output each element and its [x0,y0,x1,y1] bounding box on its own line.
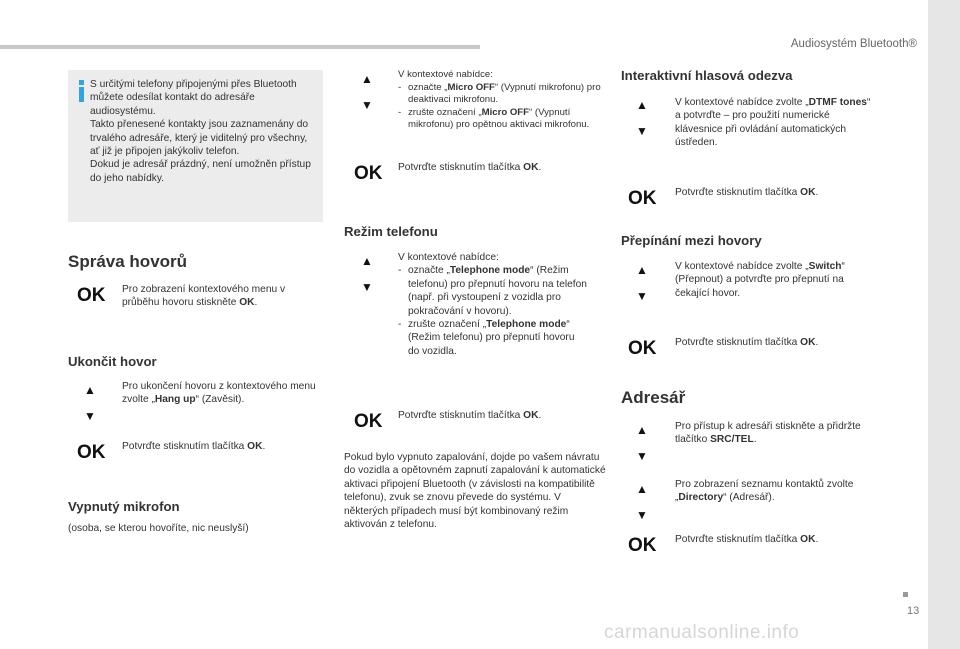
confirm-text: Potvrďte stisknutím tlačítka OK. [675,337,819,348]
ok-button-icon: OK [354,163,383,184]
arrow-up-icon: ▲ [636,263,648,277]
arrow-down-icon: ▼ [361,280,373,294]
ok-button-icon: OK [628,338,657,359]
ok-button-icon: OK [628,188,657,209]
up-down-arrows-icon [359,72,375,112]
mute-text: (osoba, se kterou hovoříte, nic neuslyší) [68,523,249,534]
mic-instructions: V kontextové nabídce: - označte „Micro OFF“ (Vypnutí mikrofonu) pro deaktivaci mikrofonu. - zrušte označení „Micro OFF“ (Vypnutí mikrofonu) pro opětnou aktivaci mikrofonu. [398,69,601,131]
up-down-arrows-icon [634,482,650,522]
info-line-1: S určitými telefony připojenými přes Bluetooth můžete odesílat kontakt do adresáře audiosystému. [90,79,297,117]
hangup-text: Pro ukončení hovoru z kontextového menu zvolte „Hang up“ (Zavěsit). [122,381,316,406]
info-icon [78,80,84,102]
section-title-ivr: Interaktivní hlasová odezva [621,68,793,83]
confirm-text: Potvrďte stisknutím tlačítka OK. [398,162,542,173]
page-marker-dot [903,592,908,597]
section-title-hang-up: Ukončit hovor [68,354,157,369]
confirm-text: Potvrďte stisknutím tlačítka OK. [122,441,266,452]
arrow-up-icon: ▲ [361,72,373,86]
ignition-note: Pokud bylo vypnuto zapalování, dojde po vašem návratu do vozidla a opětovném zapnutí zapalování k automatické aktivaci připojení Bluetooth (v závislosti na kompatibilitě telefonu), zvuk se znovu převede do systému. V některých případech musí být kombinovaný režim aktivován z telefonu. [344,452,606,531]
info-line-3: Dokud je adresář prázdný, není umožněn přístup do jeho nabídky. [90,159,311,184]
info-text [90,78,316,185]
arrow-down-icon: ▼ [636,289,648,303]
arrow-down-icon: ▼ [84,409,96,423]
confirm-text: Potvrďte stisknutím tlačítka OK. [675,534,819,545]
phone-mode-instructions: V kontextové nabídce: - označte „Telephone mode“ (Režim telefonu) pro přepnutí hovoru na telefon (např. při vystoupení z vozidla pro pokračování v hovoru). - zrušte označení „Telephone mode“ (Režim telefonu) pro přepnutí hovoru do vozidla. [398,252,587,357]
info-box [68,70,323,222]
directory-list-text: Pro zobrazení seznamu kontaktů zvolte „Directory“ (Adresář). [675,479,854,504]
up-down-arrows-icon [634,423,650,463]
arrow-up-icon: ▲ [636,482,648,496]
page-number: 13 [907,605,920,617]
directory-access-text: Pro přístup k adresáři stiskněte a přidržte tlačítko SRC/TEL. [675,421,861,446]
watermark: carmanualsonline.info [604,622,800,643]
info-line-2: Takto přenesené kontakty jsou zaznamenány do trvalého adresáře, který je viditelný pro všechny, ať již je připojen jakýkoliv telefon. [90,119,309,158]
header-rule [0,45,480,49]
ok-button-icon: OK [77,442,106,463]
arrow-down-icon: ▼ [636,124,648,138]
up-down-arrows-icon [634,98,650,138]
arrow-down-icon: ▼ [636,508,648,522]
up-down-arrows-icon [82,383,98,423]
section-title-mute: Vypnutý mikrofon [68,499,180,514]
switch-text: V kontextové nabídce zvolte „Switch“ (Přepnout) a potvrďte pro přepnutí na čekající hovor. [675,261,845,299]
side-rail [928,0,960,649]
ok-button-icon: OK [354,411,383,432]
up-down-arrows-icon [634,263,650,303]
arrow-up-icon: ▲ [636,423,648,437]
section-title-directory: Adresář [621,388,686,407]
ivr-text: V kontextové nabídce zvolte „DTMF tones“ a potvrďte – pro použití numerické klávesnice při ovládání automatických ústředen. [675,97,871,149]
section-title-switch: Přepínání mezi hovory [621,233,762,248]
manage-text: Pro zobrazení kontextového menu v průběhu hovoru stiskněte OK. [122,284,286,309]
page-header-title: Audiosystém Bluetooth® [790,38,917,50]
arrow-down-icon: ▼ [636,449,648,463]
section-title-phone-mode: Režim telefonu [344,224,438,239]
arrow-up-icon: ▲ [84,383,96,397]
arrow-up-icon: ▲ [361,254,373,268]
arrow-up-icon: ▲ [636,98,648,112]
ok-button-icon: OK [628,535,657,556]
up-down-arrows-icon [359,254,375,294]
arrow-down-icon: ▼ [361,98,373,112]
section-title-call-management: Správa hovorů [68,252,188,271]
confirm-text: Potvrďte stisknutím tlačítka OK. [675,187,819,198]
confirm-text: Potvrďte stisknutím tlačítka OK. [398,410,542,421]
ok-button-icon: OK [77,285,106,306]
